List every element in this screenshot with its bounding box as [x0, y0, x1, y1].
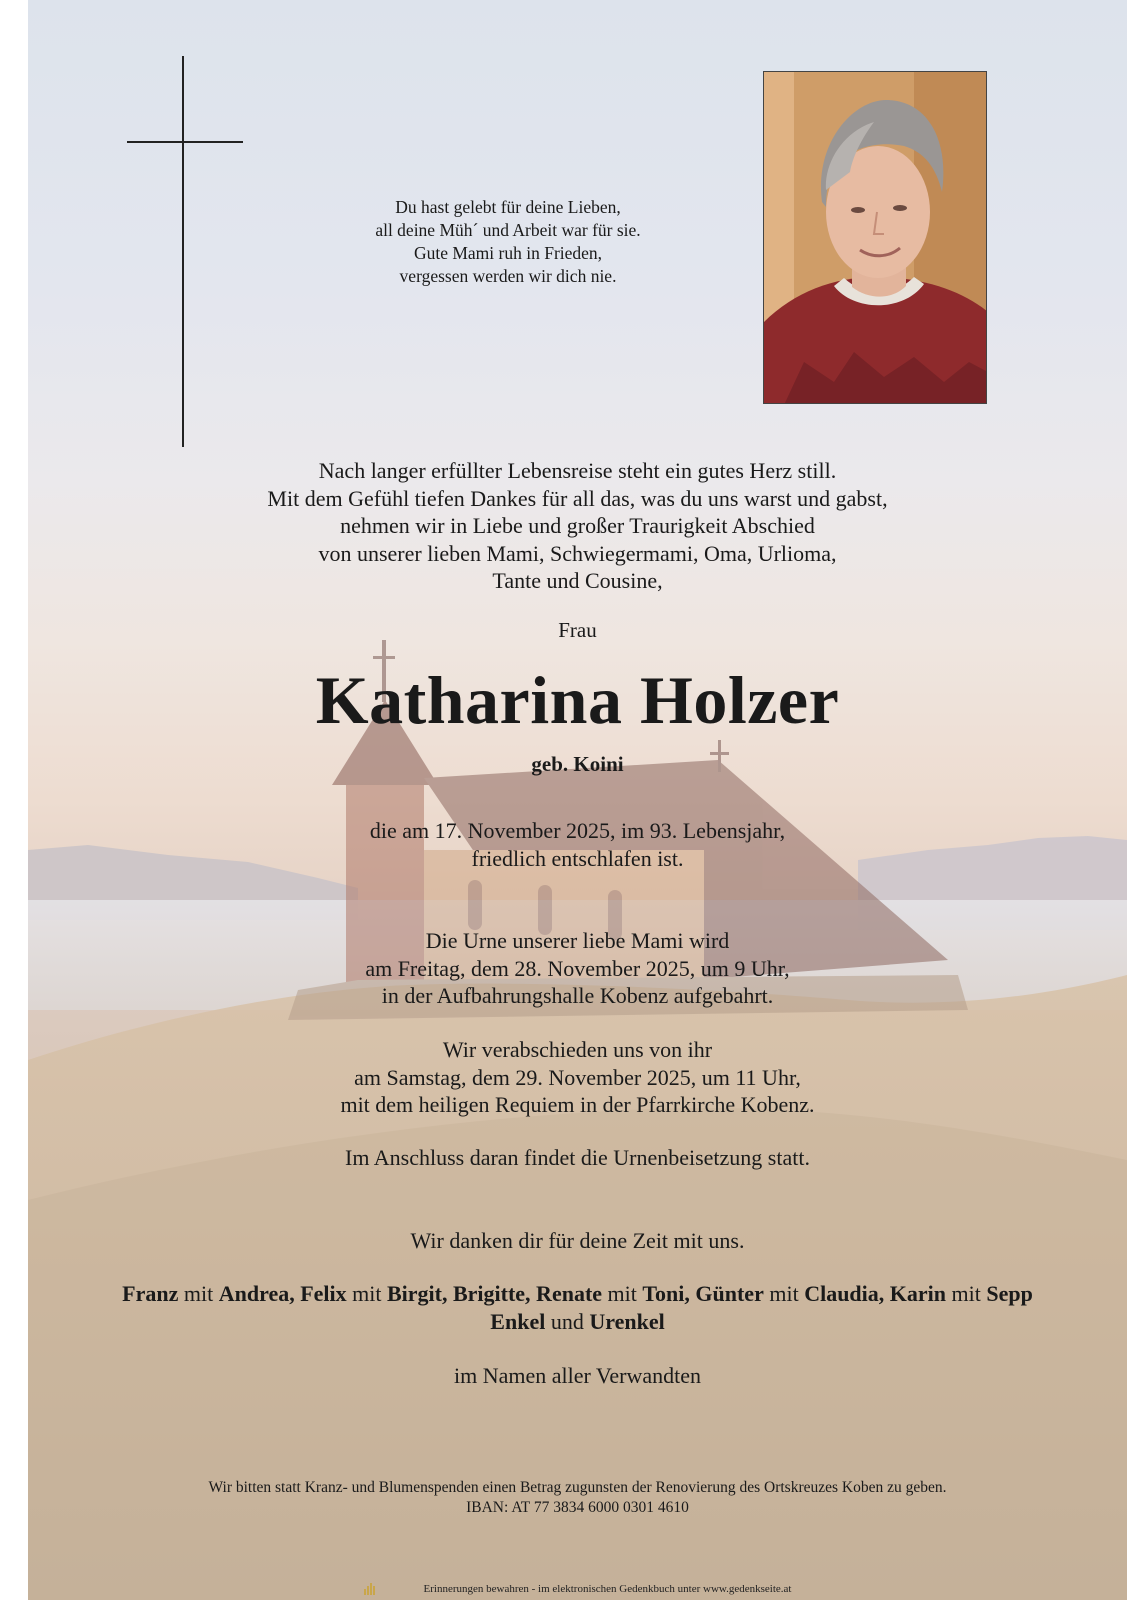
birth-name: geb. Koini [531, 752, 624, 776]
on-behalf-text: im Namen aller Verwandten [453, 1363, 701, 1388]
family-connector: mit [763, 1281, 805, 1306]
death-notice [28, 817, 1127, 872]
gedenkbuch-link[interactable]: Erinnerungen bewahren - im elektronischen Gedenkbuch unter www.gedenkseite.at [423, 1583, 792, 1595]
family-connector: mit [946, 1281, 987, 1306]
family-line-2 [58, 1308, 1097, 1336]
family-names: Franz [122, 1281, 179, 1306]
family-names: Urenkel [589, 1308, 665, 1334]
family-names: Enkel [490, 1308, 546, 1334]
family-names: Claudia, Karin [804, 1281, 946, 1306]
poem-line: Du hast gelebt für deine Lieben, [395, 197, 621, 217]
farewell-mass-line: Wir verabschieden uns von ihr [442, 1037, 713, 1062]
memorial-logo-icon [364, 1583, 404, 1595]
urn-viewing-line: Die Urne unserer liebe Mami wird [425, 928, 730, 953]
intro-line: Mit dem Gefühl tiefen Dankes für all das, was du uns warst und gabst, [267, 485, 888, 511]
poem [228, 196, 788, 288]
intro-line: von unserer lieben Mami, Schwiegermami, Oma, Urlioma, [318, 540, 837, 566]
portrait-photo [763, 71, 987, 404]
urn-viewing-line: am Freitag, dem 28. November 2025, um 9 Uhr, [365, 955, 790, 981]
intro-line: Nach langer erfüllter Lebensreise steht ein gutes Herz still. [318, 458, 837, 483]
family-names: Andrea, Felix [218, 1281, 347, 1306]
death-notice-line: die am 17. November 2025, im 93. Lebensjahr, [369, 818, 786, 843]
family-connector: mit [602, 1281, 643, 1306]
burial-notice: Im Anschluss daran findet die Urnenbeisetzung statt. [345, 1145, 810, 1170]
thanks-text: Wir danken dir für deine Zeit mit uns. [410, 1228, 745, 1253]
poem-line: vergessen werden wir dich nie. [399, 266, 617, 286]
donation-line: Wir bitten statt Kranz- und Blumenspenden einen Betrag zugunsten der Renovierung des Ortskreuzes Koben zu geben. [208, 1479, 947, 1496]
urn-viewing-notice [28, 927, 1127, 1010]
family-connector: mit [346, 1281, 387, 1306]
family-line-1 [58, 1280, 1097, 1308]
family-names: Sepp [986, 1281, 1033, 1306]
family-connector: mit [178, 1281, 219, 1306]
family-names: Birgit, Brigitte, Renate [386, 1281, 603, 1306]
donation-notice [28, 1478, 1127, 1518]
intro-line: Tante und Cousine, [492, 568, 663, 593]
intro-line: nehmen wir in Liebe und großer Traurigkeit Abschied [340, 513, 815, 538]
family-connector: und [545, 1308, 590, 1334]
family-list [58, 1280, 1097, 1335]
obituary-page [28, 0, 1127, 1600]
urn-viewing-line: in der Aufbahrungshalle Kobenz aufgebahrt. [381, 983, 774, 1008]
poem-line: Gute Mami ruh in Frieden, [413, 243, 603, 263]
farewell-mass-notice [28, 1036, 1127, 1119]
iban-line: IBAN: AT 77 3834 6000 0301 4610 [466, 1499, 689, 1516]
poem-line: all deine Müh´ und Arbeit war für sie. [375, 220, 641, 240]
footer [28, 1583, 1127, 1595]
farewell-mass-line: mit dem heiligen Requiem in der Pfarrkirche Kobenz. [340, 1092, 815, 1117]
farewell-mass-line: am Samstag, dem 29. November 2025, um 11 Uhr, [354, 1064, 801, 1090]
family-names: Toni, Günter [642, 1281, 764, 1306]
deceased-name: Katharina Holzer [315, 662, 840, 738]
death-notice-line: friedlich entschlafen ist. [471, 845, 684, 871]
intro-text [28, 457, 1127, 595]
salutation: Frau [558, 618, 597, 642]
